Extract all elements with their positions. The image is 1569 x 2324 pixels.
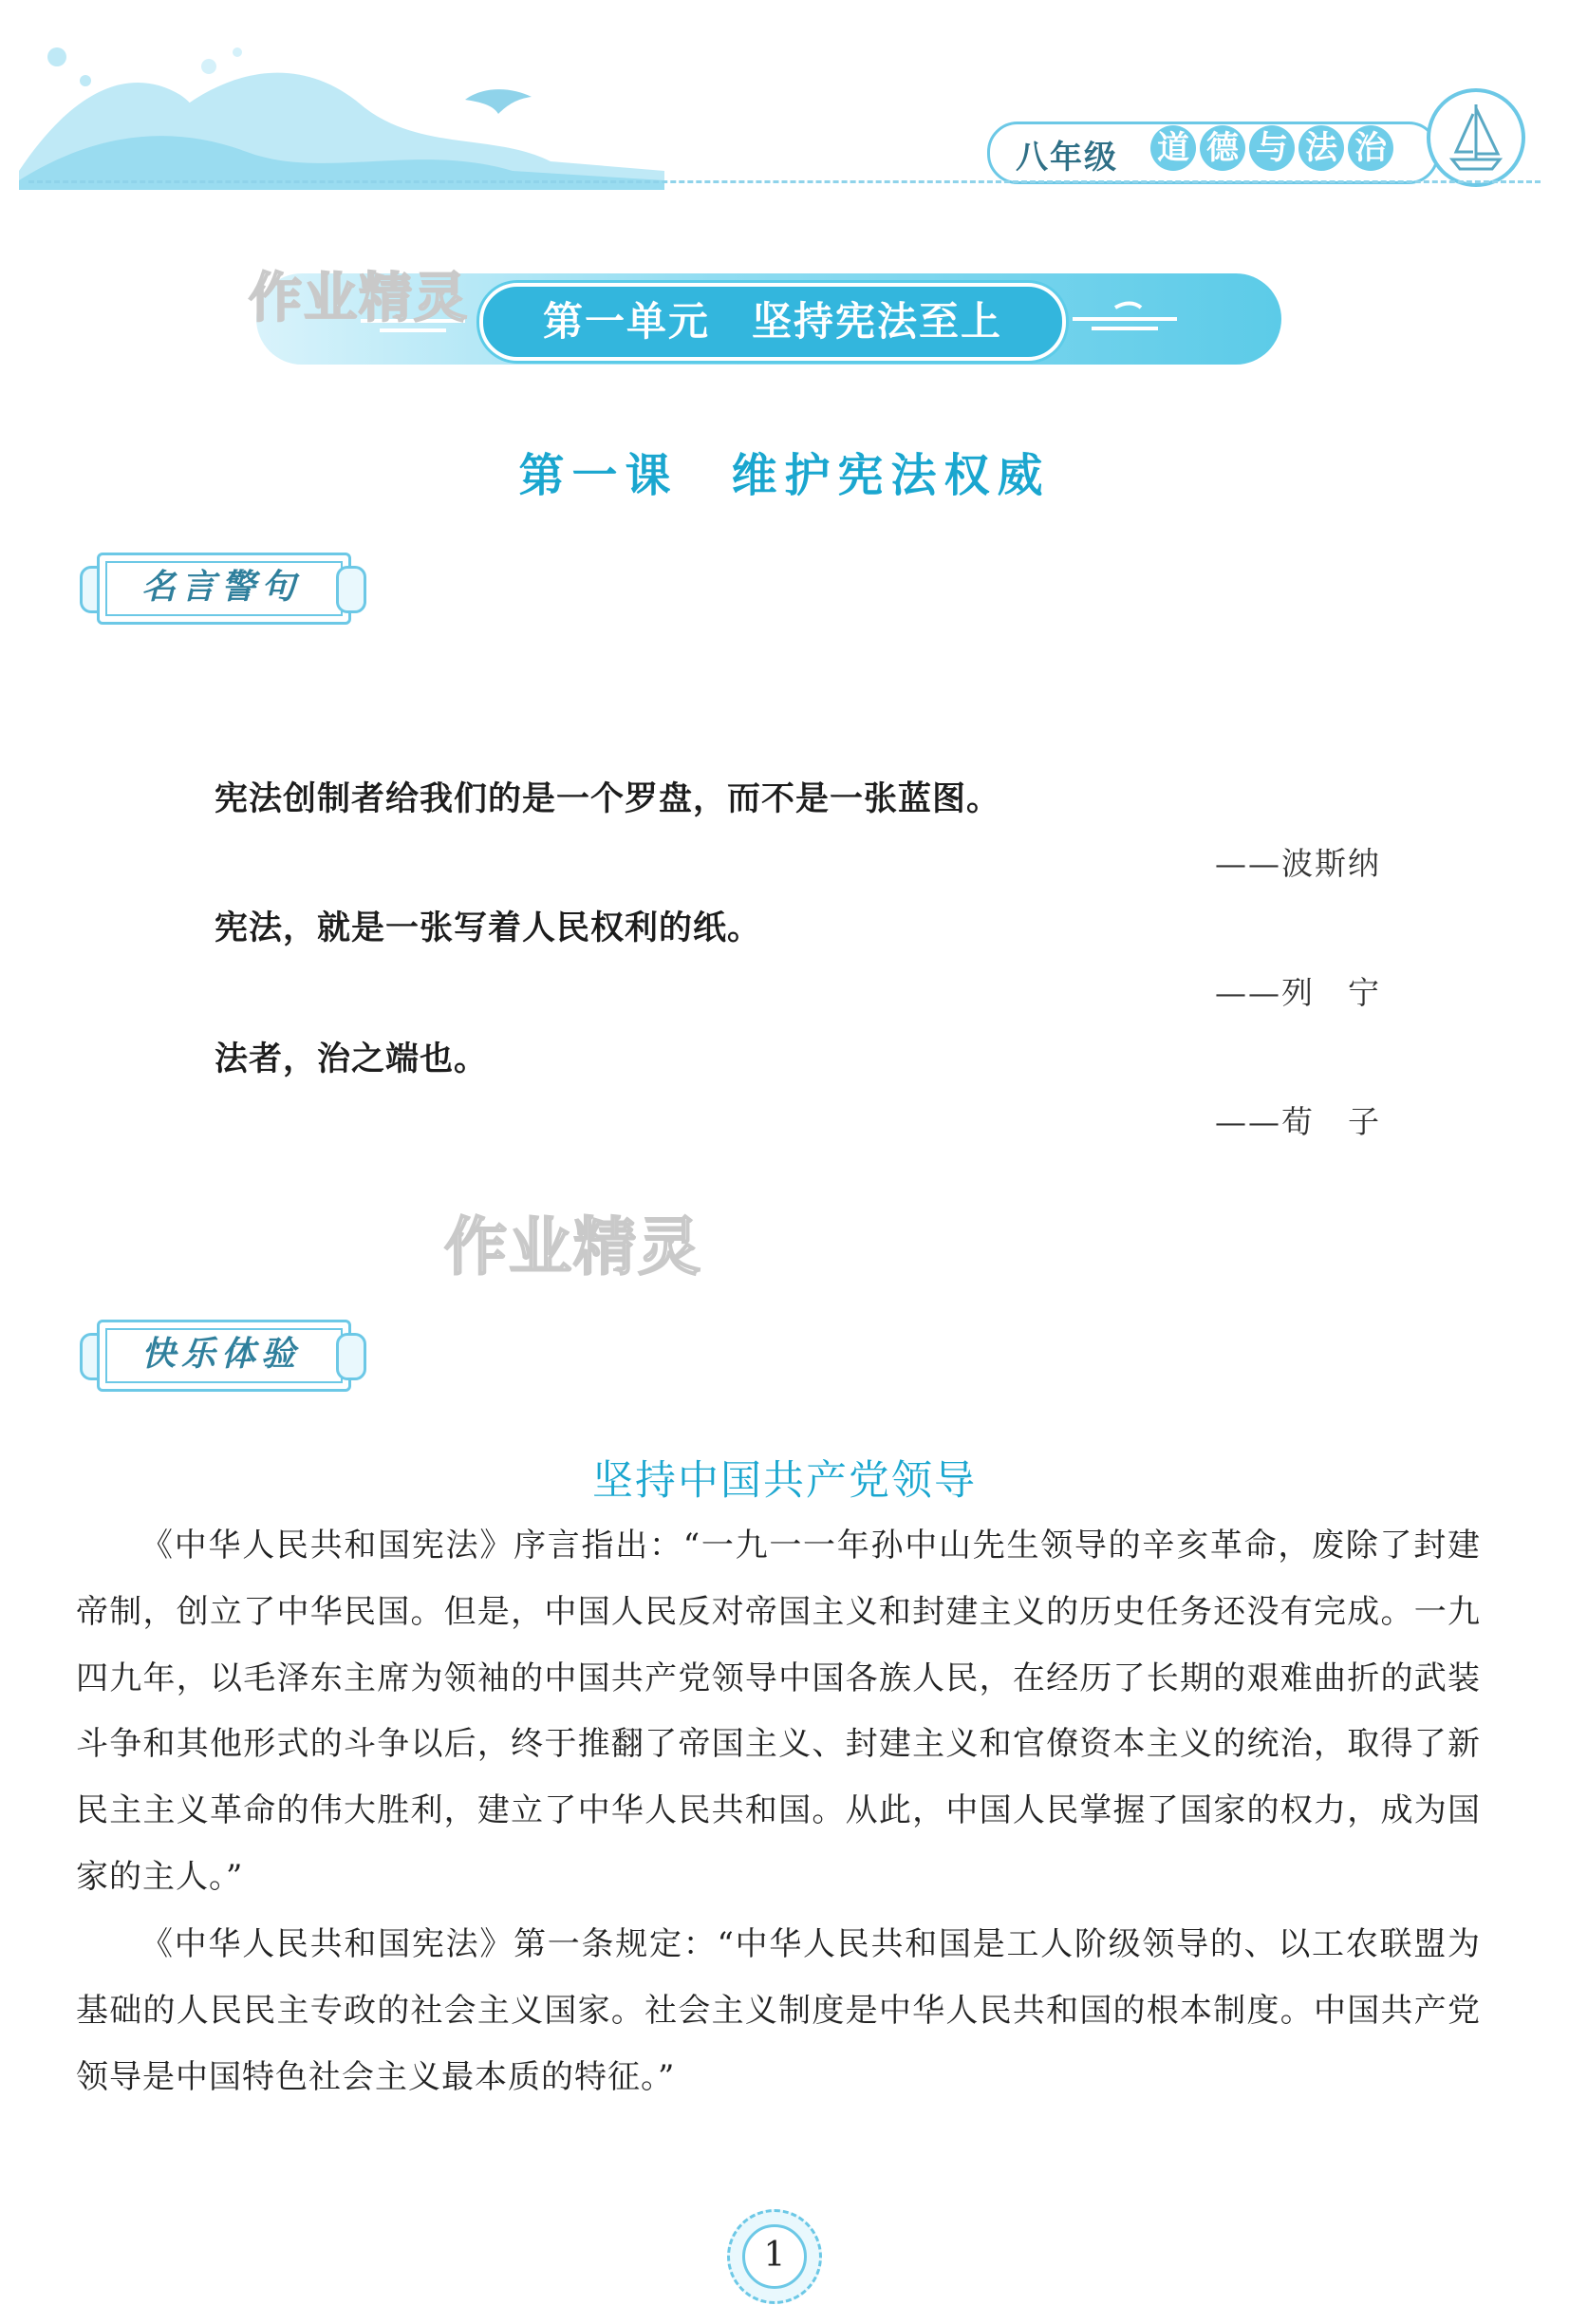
wave-line-icon xyxy=(1073,300,1177,338)
wave-decoration-icon xyxy=(19,28,664,190)
quote-text: 宪法，就是一张写着人民权利的纸。 xyxy=(215,909,762,947)
section-label-text: 名言警句 xyxy=(140,568,301,607)
quote-author: ——波斯纳 xyxy=(1215,845,1381,882)
quote-text: 法者，治之端也。 xyxy=(215,1040,489,1078)
quote-text: 宪法创制者给我们的是一个罗盘，而不是一张蓝图。 xyxy=(215,780,1001,818)
quote-author: ——荀 子 xyxy=(1215,1103,1381,1140)
grade-subject-badge xyxy=(987,104,1519,184)
section-label-quotes xyxy=(74,549,368,625)
watermark: 作业精灵 xyxy=(249,268,469,329)
header-divider xyxy=(28,180,1541,183)
quote-author: ——列 宁 xyxy=(1215,974,1381,1011)
subject-char: 道 xyxy=(1150,125,1196,171)
subject-char: 法 xyxy=(1298,125,1344,171)
section-label-experience xyxy=(74,1316,368,1392)
article-title: 坚持中国共产党领导 xyxy=(592,1457,977,1505)
page-number: 1 xyxy=(763,2236,786,2275)
article-paragraph: 《中华人民共和国宪法》第一条规定：“中华人民共和国是工人阶级领导的、以工农联盟为基础的人民民主专政的社会主义国家。社会主义制度是中华人民共和国的根本制度。中国共产党领导是中国特色社会主义最本质的特征。” xyxy=(76,1925,1481,2096)
subject-char: 与 xyxy=(1249,125,1295,171)
watermark: 作业精灵 xyxy=(444,1210,702,1284)
subject-char: 治 xyxy=(1348,125,1393,171)
section-label-text: 快乐体验 xyxy=(140,1335,301,1374)
subject-char: 德 xyxy=(1200,125,1245,171)
lesson-title: 第一课 维护宪法权威 xyxy=(518,449,1051,502)
unit-title: 第一单元 坚持宪法至上 xyxy=(542,298,1002,345)
grade-label: 八年级 xyxy=(1016,139,1118,177)
page-number-badge xyxy=(727,2209,822,2304)
unit-title-pill xyxy=(479,283,1066,361)
subject-label xyxy=(1150,125,1393,171)
article-paragraph: 《中华人民共和国宪法》序言指出：“一九一一年孙中山先生领导的辛亥革命，废除了封建帝制，创立了中华民国。但是，中国人民反对帝国主义和封建主义的历史任务还没有完成。一九四九年，以毛泽东主席为领袖的中国共产党领导中国各族人民，在经历了长期的艰难曲折的武装斗争和其他形式的斗争以后，终于推翻了帝国主义、封建主义和官僚资本主义的统治，取得了新民主主义革命的伟大胜利，建立了中华人民共和国。从此，中国人民掌握了国家的权力，成为国家的主人。” xyxy=(76,1527,1481,1896)
sailboat-icon xyxy=(1424,85,1528,190)
